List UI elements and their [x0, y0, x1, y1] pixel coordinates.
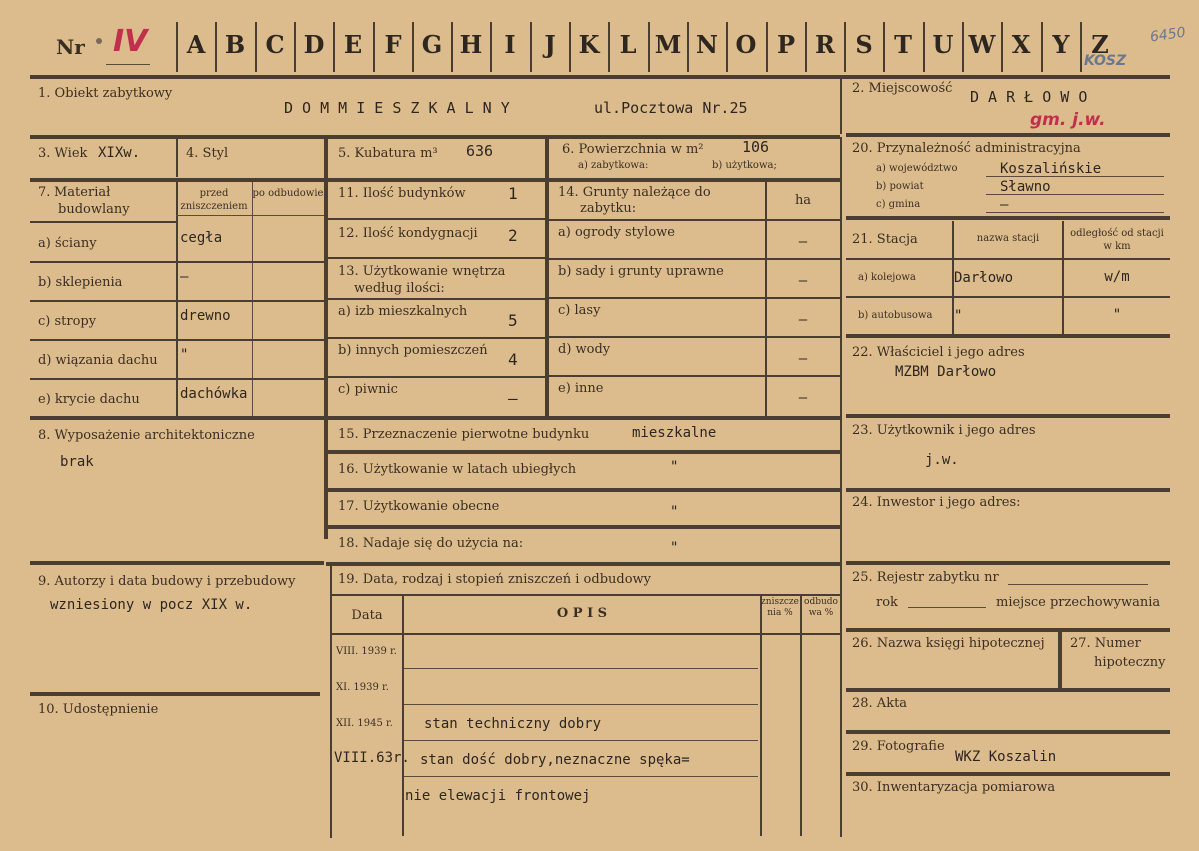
f13-row-rule: [326, 337, 545, 339]
f6-value: 106: [742, 138, 770, 156]
f14-row-value: –: [798, 351, 808, 367]
letter-c: C: [265, 30, 285, 59]
f13-row-value: 5: [508, 311, 518, 330]
f7-row-rule: [30, 300, 324, 302]
f3-value: XIXw.: [98, 145, 141, 161]
f14-row-label: a) ogrody stylowe: [558, 225, 675, 240]
record-card: Nr IV 6450 KOSZ 1. Obiekt zabytkowy D O M M I E S Z K A L N Y ul.Pocztowa Nr.25 2. Miejscowość D A R Ł O W O gm. j.w. 3. Wiek XIXw. 4. Styl 5. Kubatura m³ 636 6. Powierzchnia w m² 106 a) zabytkowa: b) użytkowa; Materiał budowlany 7. przed zniszczeniem po odbudowie 8. Wyposażenie architektoniczne brak 9. Autorzy i data budowy i przebudowy wzniesiony w pocz XIX w. 10. Udostępnienie 11. Ilość budynków 1 12. Ilość kondygnacji 2 13. Użytkowanie wnętrza według ilości: 14. Grunty należące do zabytku: ha 15. Przeznaczenie pierwotne budynku mieszkalne 16. Użytkowanie w latach ubiegłych " 17. Użytkowanie obecne " 18. Nadaje się do użycia na: " 19. Data, rodzaj i stopień zniszczeń i odbudowy Data O P I S zniszczenia % odbudowa % 20. Przynależność administracyjna 21. Stacja nazwa stacji odległość od stacji w km 22. Właściciel i jego adres MZBM Darłowo 23. Użytkownik i jego adres j.w. 24. Inwestor i jego adres: 25. Rejestr zabytku nr rok miejsce przechowywania 26. Nazwa księgi hipotecznej 27. Numer hipoteczny 28. Akta 29. Fotografie WKZ Koszalin 30. Inwentaryzacja pomiarowa A B C D E F G H I J K L M N O P R S T U W X Y Z a) ściany cegła b) sklepienia – c) stropy drewno d) wiązania dachu " e) krycie dachu dachówka a) izb mieszkalnych 5 b) innych pomieszczeń 4 c) piwnic – a) ogrody stylowe – b) sady i grunty uprawne – c) lasy – d) wody – e) inne – VIII. 1939 r. XI. 1939 r. XII. 1945 r. stan techniczny dobry VIII.63r. stan dość dobry,neznaczne spęka= nie elewacji frontowej a) województwo Koszalińskie b) powiat Sławno c) gmina – a) kolejowa Darłowo w/m b) autobusowa " ": [0, 0, 1199, 851]
f11-label: 11. Ilość budynków: [338, 186, 466, 201]
letter-d: D: [303, 30, 325, 59]
letter-divider: [766, 22, 768, 72]
letter-m: M: [654, 30, 682, 59]
letter-p: P: [776, 30, 796, 59]
f14-row-label: e) inne: [558, 381, 604, 396]
f23-value: j.w.: [925, 452, 959, 468]
letter-divider: [608, 22, 610, 72]
letter-t: T: [894, 30, 912, 59]
letter-divider: [962, 22, 964, 72]
f15-label: 15. Przeznaczenie pierwotne budynku: [338, 427, 590, 442]
letter-divider: [490, 22, 492, 72]
f25-label: 25. Rejestr zabytku nr: [852, 570, 999, 585]
letter-r: R: [815, 30, 835, 59]
f14-unit: ha: [794, 193, 812, 208]
letter-divider: [176, 22, 178, 72]
f12-value: 2: [508, 226, 518, 245]
f19-row-rule: [404, 668, 758, 669]
f21-row-rule: [846, 296, 1170, 298]
f7-row-label: a) ściany: [38, 236, 97, 251]
letter-h: H: [459, 30, 483, 59]
f13-row-label: a) izb mieszkalnych: [338, 304, 468, 319]
f13-row-rule: [326, 376, 545, 378]
f13-row-label: c) piwnic: [338, 382, 398, 397]
letter-n: N: [696, 30, 718, 59]
letter-divider: [726, 22, 728, 72]
letter-divider: [1001, 22, 1003, 72]
f20-row-label: c) gmina: [876, 199, 921, 210]
f21-row-name: Darłowo: [954, 270, 1014, 286]
f2-label: 2. Miejscowość: [852, 81, 953, 96]
f21-row-label: b) autobusowa: [858, 310, 933, 321]
f1-label: 1. Obiekt zabytkowy: [38, 86, 173, 101]
f14-label-1: 14. Grunty należące do: [558, 185, 711, 200]
f20-row-value: Sławno: [1000, 179, 1051, 195]
f30-label: 30. Inwentaryzacja pomiarowa: [852, 780, 1056, 795]
f18-value: ": [670, 540, 679, 556]
letter-divider: [687, 22, 689, 72]
f14-row-label: b) sady i grunty uprawne: [558, 264, 724, 279]
f20-row-rule: [986, 176, 1164, 177]
f7-label-2: budowlany: [58, 202, 130, 217]
letter-divider: [412, 22, 414, 72]
letter-i: I: [504, 30, 516, 59]
f20-row-value: –: [1000, 197, 1009, 213]
f7-row-label: e) krycie dachu: [38, 392, 140, 407]
f13-row-value: 4: [508, 350, 518, 369]
f20-row-label: b) powiat: [876, 181, 924, 192]
f19-row-desc: stan techniczny dobry: [424, 716, 602, 732]
f13-label-2: według ilości:: [354, 281, 445, 296]
f21-row-dist: w/m: [1104, 269, 1130, 285]
f14-row-value: –: [798, 273, 808, 289]
f9-label: 9. Autorzy i data budowy i przebudowy: [38, 574, 296, 589]
f12-label: 12. Ilość kondygnacji: [338, 226, 478, 241]
letter-o: O: [735, 30, 757, 59]
f7-col-before: przed zniszczeniem: [180, 188, 248, 212]
letter-divider: [1041, 22, 1043, 72]
f6-label: 6. Powierzchnia w m²: [562, 142, 704, 157]
f29-label: 29. Fotografie: [852, 739, 945, 754]
letter-divider: [215, 22, 217, 72]
f22-value: MZBM Darłowo: [895, 364, 997, 380]
corner-code: KOSZ: [1084, 53, 1127, 69]
f7-row-before: cegła: [180, 230, 223, 246]
letter-divider: [333, 22, 335, 72]
letter-f: F: [384, 30, 402, 59]
f25-place: miejsce przechowywania: [996, 595, 1161, 610]
letter-x: X: [1011, 30, 1031, 59]
f7-row-before: ": [180, 347, 189, 363]
f7-row-label: c) stropy: [38, 314, 97, 329]
nr-dot: [96, 38, 102, 44]
f26-label: 26. Nazwa księgi hipotecznej: [852, 636, 1045, 651]
f19-col-rebuild: odbudowa %: [804, 597, 838, 618]
f16-label: 16. Użytkowanie w latach ubiegłych: [338, 462, 577, 477]
f14-row-value: –: [798, 234, 808, 250]
letter-b: B: [224, 30, 246, 59]
f2-value: D A R Ł O W O: [970, 88, 1088, 106]
f14-row-rule: [547, 258, 840, 260]
nr-label: Nr: [56, 35, 85, 59]
f21-label: 21. Stacja: [852, 232, 918, 247]
letter-divider: [844, 22, 846, 72]
f21-col-dist: odległość od stacji w km: [1070, 228, 1164, 252]
f3-label: 3. Wiek: [38, 146, 88, 161]
f19-row-date: VIII. 1939 r.: [336, 646, 397, 657]
f14-label-2: zabytku:: [580, 201, 637, 216]
f20-row-rule: [986, 212, 1164, 213]
f19-col-desc: O P I S: [556, 606, 608, 621]
letter-divider: [805, 22, 807, 72]
header-rule: [30, 75, 1170, 79]
f20-row-label: a) województwo: [876, 163, 958, 174]
f13-row-value: –: [508, 389, 518, 408]
letter-g: G: [421, 30, 443, 59]
f22-label: 22. Właściciel i jego adres: [852, 345, 1025, 360]
f19-row-rule: [404, 740, 758, 741]
letter-e: E: [343, 30, 363, 59]
f29-value: WKZ Koszalin: [955, 749, 1057, 765]
letter-w: W: [968, 30, 996, 59]
f7-label-1: Materiał: [54, 185, 111, 200]
letter-divider: [569, 22, 571, 72]
f21-row-dist: ": [1112, 307, 1122, 323]
f6-sub-a: a) zabytkowa:: [578, 160, 649, 171]
f7-row-label: b) sklepienia: [38, 275, 123, 290]
f19-row-date: XI. 1939 r.: [336, 682, 389, 693]
f1-street: ul.Pocztowa Nr.25: [594, 99, 748, 117]
f7-col-after: po odbudowie: [252, 188, 324, 199]
letter-divider: [373, 22, 375, 72]
letter-j: J: [544, 30, 556, 59]
f20-row-rule: [986, 194, 1164, 195]
f19-row-desc: stan dość dobry,neznaczne spęka=: [420, 752, 690, 768]
letter-a: A: [186, 30, 206, 59]
nr-value: IV: [113, 24, 148, 59]
f1-value: D O M M I E S Z K A L N Y: [284, 99, 510, 117]
f5-value: 636: [466, 142, 494, 160]
f7-row-before: dachówka: [180, 386, 248, 402]
f7-row-rule: [30, 339, 324, 341]
f19-row-desc: nie elewacji frontowej: [405, 788, 591, 804]
f5-label: 5. Kubatura m³: [338, 146, 438, 161]
f13-label-1: 13. Użytkowanie wnętrza: [338, 264, 506, 279]
f14-row-rule: [547, 336, 840, 338]
f14-row-label: c) lasy: [558, 303, 601, 318]
f14-row-value: –: [798, 390, 808, 406]
f7-row-before: drewno: [180, 308, 231, 324]
letter-divider: [255, 22, 257, 72]
f11-value: 1: [508, 184, 518, 203]
letter-k: K: [578, 30, 600, 59]
f21-col-name: nazwa stacji: [976, 233, 1040, 244]
f7-row-rule: [30, 378, 324, 380]
f7-row-before: –: [180, 269, 189, 285]
f13-row-label: b) innych pomieszczeń: [338, 343, 488, 358]
f10-label: 10. Udostępnienie: [38, 702, 159, 717]
f8-label: 8. Wyposażenie architektoniczne: [38, 428, 255, 443]
f27-label-1: 27. Numer: [1070, 636, 1141, 651]
letter-l: L: [619, 30, 637, 59]
f19-row-date: VIII.63r.: [334, 750, 410, 766]
f24-label: 24. Inwestor i jego adres:: [852, 495, 1021, 510]
f19-col-destr: zniszczenia %: [761, 597, 799, 618]
letter-divider: [451, 22, 453, 72]
f21-row-name: ": [954, 308, 963, 324]
f15-value: mieszkalne: [632, 425, 717, 441]
f2-note: gm. j.w.: [1030, 110, 1106, 130]
letter-divider: [530, 22, 532, 72]
letter-u: U: [932, 30, 954, 59]
f14-row-label: d) wody: [558, 342, 611, 357]
letter-divider: [1080, 22, 1082, 72]
f16-value: ": [670, 459, 679, 475]
f7-row-label: d) wiązania dachu: [38, 353, 158, 368]
f19-row-rule: [404, 704, 758, 705]
f23-label: 23. Użytkownik i jego adres: [852, 423, 1036, 438]
f19-label: 19. Data, rodzaj i stopień zniszczeń i odbudowy: [338, 572, 652, 587]
letter-y: Y: [1052, 30, 1070, 59]
letter-divider: [883, 22, 885, 72]
f8-value: brak: [60, 454, 94, 470]
f4-label: 4. Styl: [186, 146, 229, 161]
f14-row-rule: [547, 297, 840, 299]
letter-s: S: [855, 30, 873, 59]
letter-divider: [294, 22, 296, 72]
letter-divider: [648, 22, 650, 72]
f14-row-value: –: [798, 312, 808, 328]
f27-label-2: hipoteczny: [1094, 655, 1166, 670]
f19-row-rule: [404, 776, 758, 777]
f17-label: 17. Użytkowanie obecne: [338, 499, 500, 514]
nr-underline: [106, 64, 150, 65]
f14-row-rule: [547, 375, 840, 377]
f7-row-rule: [30, 261, 324, 263]
f20-label: 20. Przynależność administracyjna: [852, 141, 1081, 156]
f21-row-label: a) kolejowa: [858, 272, 916, 283]
f9-value: wzniesiony w pocz XIX w.: [50, 597, 253, 613]
f19-row-date: XII. 1945 r.: [336, 718, 393, 729]
letter-z: Z: [1091, 30, 1109, 59]
f25-rok: rok: [876, 595, 898, 610]
f20-row-value: Koszalińskie: [1000, 161, 1102, 177]
letter-divider: [923, 22, 925, 72]
f6-sub-b: b) użytkowa;: [712, 160, 777, 171]
f17-value: ": [670, 504, 679, 520]
f28-label: 28. Akta: [852, 696, 908, 711]
corner-note: 6450: [1149, 24, 1187, 46]
f19-col-date: Data: [351, 608, 383, 623]
f18-label: 18. Nadaje się do użycia na:: [338, 536, 524, 551]
